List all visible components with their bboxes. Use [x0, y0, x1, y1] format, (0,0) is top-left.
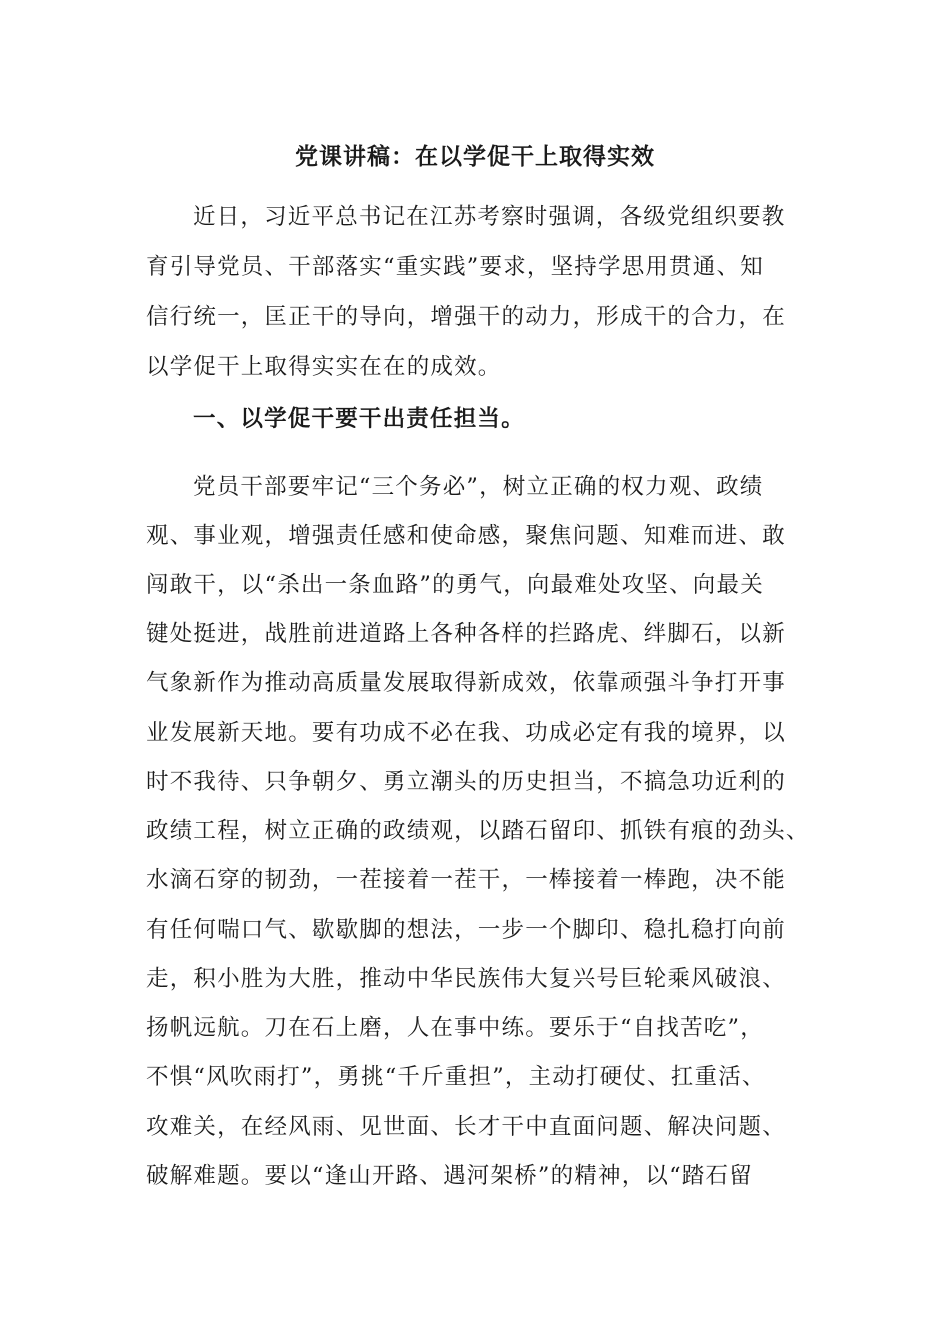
body-line: 气象新作为推动高质量发展取得新成效，依靠顽强斗争打开事 [146, 670, 786, 696]
body-line: 水滴石穿的韧劲，一茬接着一茬干，一棒接着一棒跑，决不能 [146, 867, 786, 893]
body-line: 观、事业观，增强责任感和使命感，聚焦问题、知难而进、敢 [146, 523, 786, 549]
body-line: 时不我待、只争朝夕、勇立潮头的历史担当，不搞急功近利的 [146, 769, 786, 795]
body-line: 走，积小胜为大胜，推动中华民族伟大复兴号巨轮乘风破浪、 [146, 966, 786, 992]
body-line: 键处挺进，战胜前进道路上各种各样的拦路虎、绊脚石，以新 [146, 621, 786, 647]
body-line: 闯敢干，以“杀出一条血路”的勇气，向最难处攻坚、向最关 [146, 572, 764, 598]
body-line: 破解难题。要以“逢山开路、遇河架桥”的精神，以“踏石留 [146, 1163, 753, 1189]
intro-line: 近日，习近平总书记在江苏考察时强调，各级党组织要教 [193, 204, 786, 230]
body-line: 政绩工程，树立正确的政绩观，以踏石留印、抓铁有痕的劲头、 [146, 818, 810, 844]
body-line: 业发展新天地。要有功成不必在我、功成必定有我的境界，以 [146, 720, 786, 746]
body-line: 攻难关，在经风雨、见世面、长才干中直面问题、解决问题、 [146, 1114, 786, 1140]
section-heading: 一、以学促干要干出责任担当。 [193, 406, 525, 432]
body-line: 不惧“风吹雨打”，勇挑“千斤重担”，主动打硬仗、扛重活、 [146, 1064, 766, 1090]
body-line: 有任何喘口气、歇歇脚的想法，一步一个脚印、稳扎稳打向前 [146, 917, 786, 943]
body-line: 党员干部要牢记“三个务必”，树立正确的权力观、政绩 [193, 474, 764, 500]
body-line: 扬帆远航。刀在石上磨，人在事中练。要乐于“自找苦吃”， [146, 1015, 764, 1041]
document-title: 党课讲稿：在以学促干上取得实效 [295, 144, 655, 170]
intro-line: 以学促干上取得实实在在的成效。 [146, 354, 502, 380]
intro-line: 信行统一，匡正干的导向，增强干的动力，形成干的合力，在 [146, 304, 786, 330]
intro-line: 育引导党员、干部落实“重实践”要求，坚持学思用贯通、知 [146, 254, 764, 280]
